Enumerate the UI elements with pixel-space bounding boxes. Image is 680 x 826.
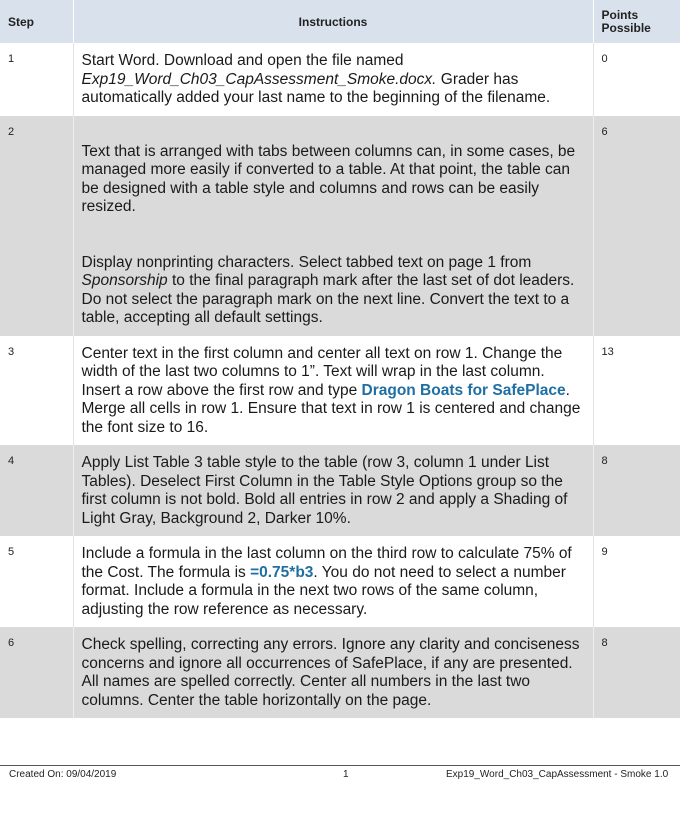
step-instructions xyxy=(73,116,593,336)
text-run: Text that is arranged with tabs between columns can, in some cases, be managed more easily if converted to a table. At that point, the table can be designed with a table style and columns and rows can be easily resized. xyxy=(81,142,576,215)
text-run: Start Word. Download and open the file named xyxy=(81,52,404,69)
step-number: 3 xyxy=(0,336,73,446)
footer-created-date: Created On: 09/04/2019 xyxy=(9,769,117,780)
page-footer xyxy=(0,765,680,786)
instruction-paragraph xyxy=(82,636,585,710)
highlighted-text: Dragon Boats for SafePlace xyxy=(361,381,566,399)
header-instructions: Instructions xyxy=(73,0,593,43)
footer-page-number: 1 xyxy=(343,769,349,780)
step-number: 6 xyxy=(0,627,73,718)
header-points-possible: Points Possible xyxy=(593,0,680,43)
text-run: Grader has automatically added your last name to the beginning of the filename. xyxy=(81,70,551,106)
step-number: 5 xyxy=(0,536,73,627)
step-number: 2 xyxy=(0,116,73,336)
step-instructions xyxy=(73,445,593,536)
italic-text: Sponsorship xyxy=(81,272,168,289)
instruction-paragraph xyxy=(82,254,585,328)
instruction-paragraph xyxy=(82,345,585,438)
table-row xyxy=(0,336,680,446)
instruction-paragraph xyxy=(82,143,585,217)
step-instructions xyxy=(73,627,593,718)
step-points: 0 xyxy=(593,43,680,116)
text-run: Display nonprinting characters. Select tabbed text on page 1 from xyxy=(81,253,532,271)
step-instructions xyxy=(73,536,593,627)
italic-text: Exp19_Word_Ch03_CapAssessment_Smoke.docx. xyxy=(81,70,437,88)
text-run: to the final paragraph mark after the last set of dot leaders. Do not select the paragraph mark on the next line. Convert the text to a table, accepting all default settings. xyxy=(81,272,575,326)
highlighted-text: =0.75*b3 xyxy=(250,563,314,581)
step-instructions xyxy=(73,336,593,446)
text-run: . Merge all cells in row 1. Ensure that text in row 1 is centered and change the font size to 16. xyxy=(81,381,581,436)
text-run: Include a formula in the last column on the third row to calculate 75% of the Cost. The formula is xyxy=(81,545,572,581)
table-header-row xyxy=(0,0,680,43)
header-step: Step xyxy=(0,0,73,43)
footer-filename: Exp19_Word_Ch03_CapAssessment - Smoke 1.0 xyxy=(446,769,669,780)
table-row xyxy=(0,445,680,536)
step-instructions xyxy=(73,43,593,116)
step-points: 13 xyxy=(593,336,680,446)
table-row xyxy=(0,43,680,116)
step-number: 1 xyxy=(0,43,73,116)
text-run: Apply List Table 3 table style to the table (row 3, column 1 under List Tables). Deselect First Column in the Table Style Options group so the first column is not bold. Bold all entries in row 2 and apply a Shading of Light Gray, Background 2, Darker 10%. xyxy=(81,454,568,527)
table-row xyxy=(0,536,680,627)
text-run: Center text in the first column and center all text on row 1. Change the width of the last two columns to 1”. Text will wrap in the last column. Insert a row above the first row and type xyxy=(81,344,563,399)
instruction-paragraph xyxy=(82,52,585,108)
step-points: 9 xyxy=(593,536,680,627)
table-row xyxy=(0,627,680,718)
step-points: 8 xyxy=(593,627,680,718)
text-run: . You do not need to select a number format. Include a formula in the next two rows of the same column, adjusting the row reference as necessary. xyxy=(81,563,566,618)
instruction-paragraph xyxy=(82,454,585,528)
text-run: Check spelling, correcting any errors. Ignore any clarity and conciseness concerns and ignore all occurrences of SafePlace, if any are presented. All names are spelled correctly. Center all numbers in the last two columns. Center the table horizontally on the page. xyxy=(81,636,580,709)
instruction-paragraph xyxy=(82,545,585,619)
step-points: 8 xyxy=(593,445,680,536)
step-points: 6 xyxy=(593,116,680,336)
step-number: 4 xyxy=(0,445,73,536)
table-row xyxy=(0,116,680,336)
